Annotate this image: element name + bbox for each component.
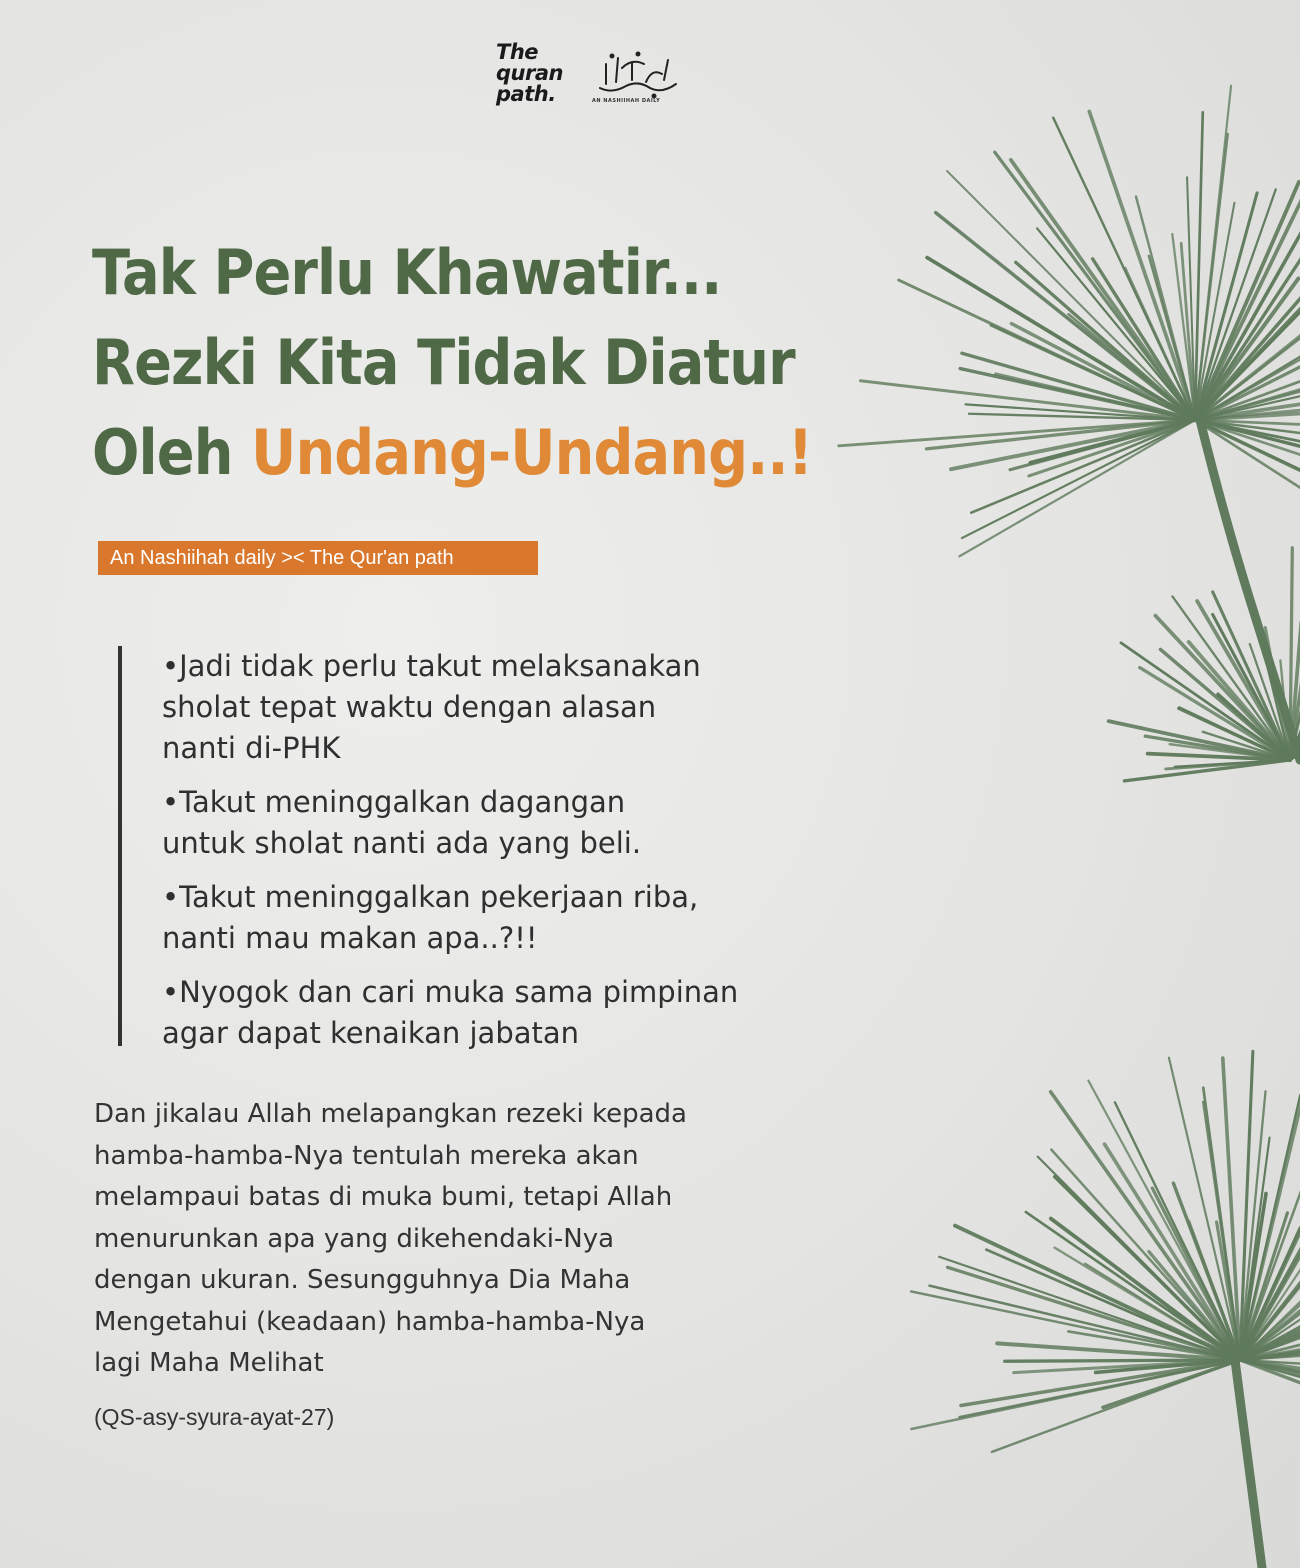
- an-nashiihah-caption: AN NASHIIHAH DAILY: [592, 98, 661, 104]
- verse-line: lagi Maha Melihat: [94, 1348, 324, 1378]
- logo-word-1: The: [496, 40, 539, 64]
- verse-line: dengan ukuran. Sesungguhnya Dia Maha: [94, 1265, 631, 1295]
- verse-line: menurunkan apa yang dikehendaki-Nya: [94, 1223, 615, 1254]
- headline-line-3: [92, 408, 812, 498]
- verse-line: hamba-hamba-Nya tentulah mereka akan: [94, 1140, 639, 1171]
- bullet-list: [118, 646, 918, 1050]
- headline-accent: Undang-Undang..!: [251, 416, 813, 489]
- headline-line-3-prefix: Oleh: [92, 416, 252, 489]
- verse-line: melampaui batas di muka bumi, tetapi Allah: [94, 1182, 673, 1212]
- verse-reference: (QS-asy-syura-ayat-27): [94, 1404, 335, 1430]
- headline-line-1: Tak Perlu Khawatir...: [92, 236, 722, 309]
- brand-logos: [496, 40, 696, 120]
- bullet-line: nanti di-PHK: [162, 731, 341, 765]
- bullet-item: [162, 782, 918, 864]
- the-quran-path-logo: [496, 42, 586, 105]
- bullet-line: •Jadi tidak perlu takut melaksanakan: [162, 649, 701, 683]
- source-tag: An Nashiihah daily >< The Qur'an path: [98, 541, 538, 575]
- bullet-line: sholat tepat waktu dengan alasan: [162, 690, 657, 724]
- logo-word-2: quran: [496, 61, 563, 85]
- bullet-item: [162, 877, 918, 959]
- headline-line-2: Rezki Kita Tidak Diatur: [92, 326, 795, 399]
- verse-line: Dan jikalau Allah melapangkan rezeki kepada: [94, 1099, 687, 1129]
- bullet-line: •Nyogok dan cari muka sama pimpinan: [162, 975, 739, 1009]
- bullet-item: [162, 972, 918, 1054]
- bullet-line: nanti mau makan apa..?!!: [162, 921, 538, 955]
- bullet-line: •Takut meninggalkan pekerjaan riba,: [162, 880, 699, 914]
- verse-line: Mengetahui (keadaan) hamba-hamba-Nya: [94, 1306, 646, 1337]
- quran-verse-text: [94, 1094, 894, 1385]
- bullet-line: agar dapat kenaikan jabatan: [162, 1016, 580, 1050]
- bullet-line: untuk sholat nanti ada yang beli.: [162, 826, 642, 860]
- bullet-line: •Takut meninggalkan dagangan: [162, 785, 626, 819]
- bullet-item: [162, 646, 918, 769]
- logo-word-3: path.: [496, 82, 556, 106]
- headline: [92, 228, 812, 498]
